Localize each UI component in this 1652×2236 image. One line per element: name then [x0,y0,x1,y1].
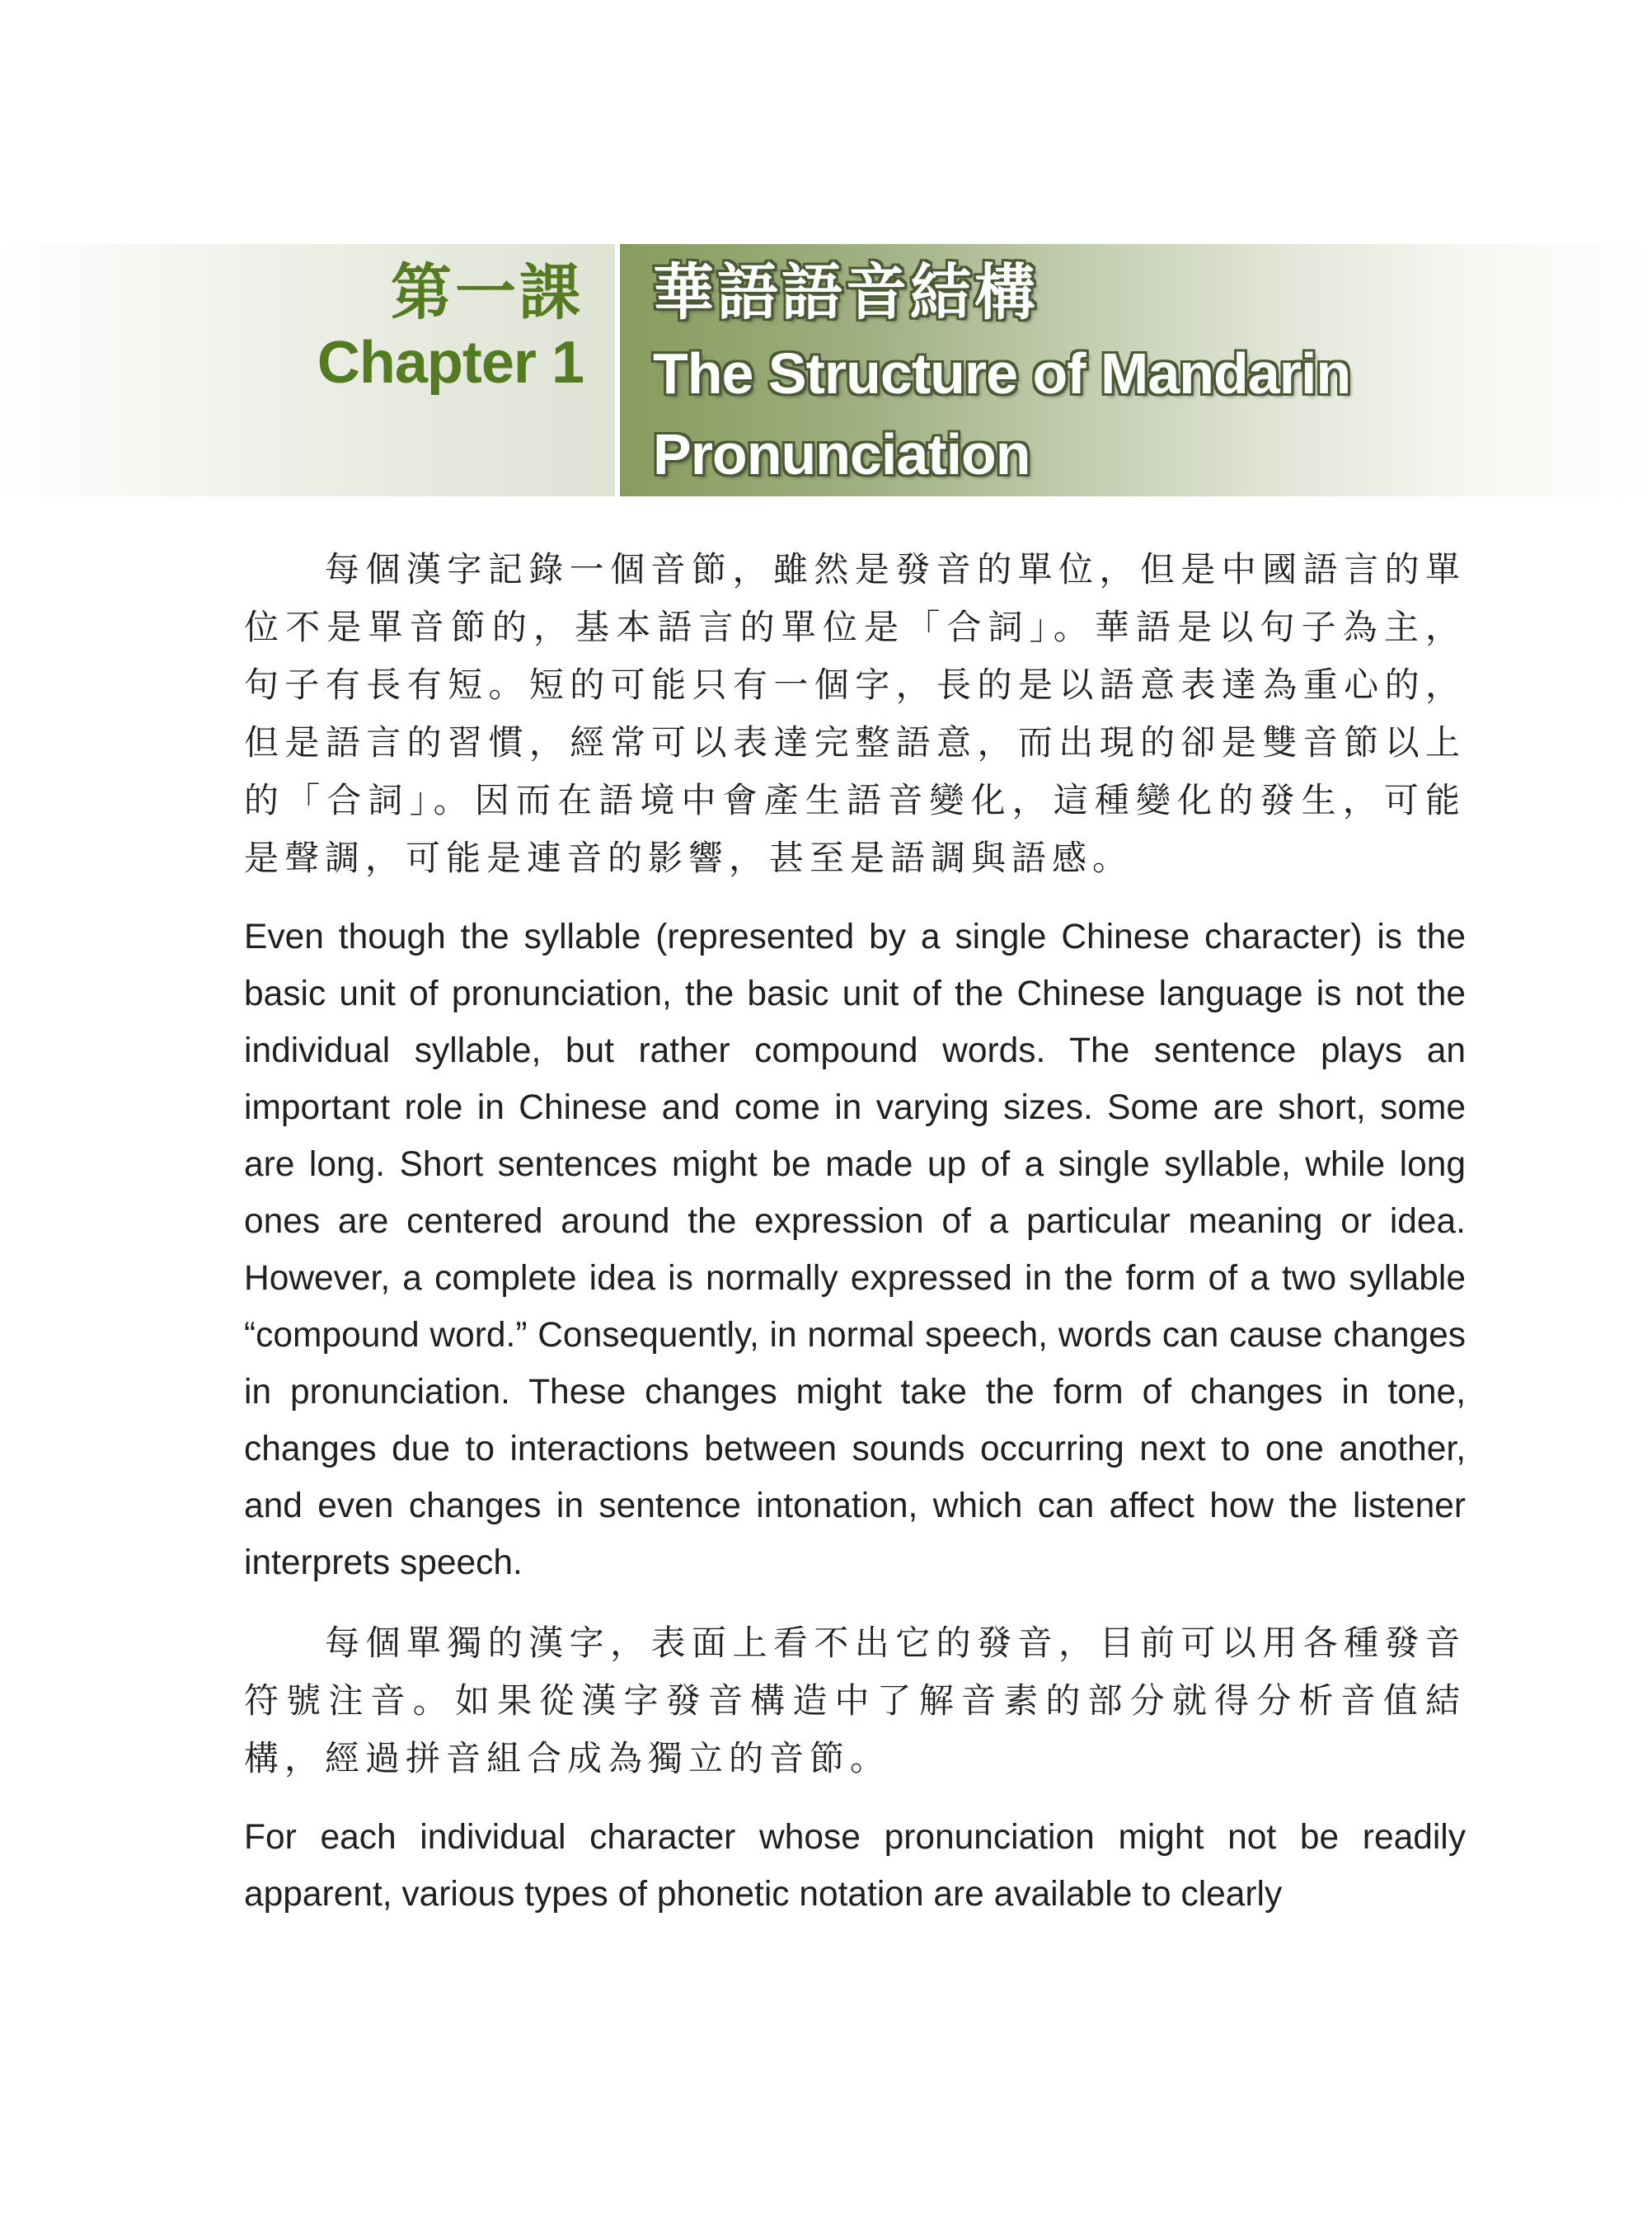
chapter-number-en: Chapter 1 [317,330,584,396]
paragraph-en-1: Even though the syllable (represented by a single Chinese character) is the basic unit of pronunciation, the basic unit of the Chinese language is not the individual syllable, but rather compound words. The sentence plays an important role in Chinese and come in varying sizes. Some are short, some are long. Short sentences might be made up of a single syllable, while long ones are centered around the expression of a particular meaning or idea. However, a complete idea is normally expressed in the form of a two syllable “compound word.” Consequently, in normal speech, words can cause changes in pronunciation. These changes might take the form of changes in tone, changes due to interactions between sounds occurring next to one another, and even changes in sentence intonation, which can affect how the listener interprets speech. [244,918,1466,1582]
chapter-label [317,257,584,396]
paragraph-cn-2: 每個單獨的漢字，表面上看不出它的發音，目前可以用各種發音符號注音。如果從漢字發音構造中了解音素的部分就得分析音值結構，經過拼音組合成為獨立的音節。 [244,1623,1466,1778]
paragraph-en-2: For each individual character whose pronunciation might not be readily apparent, various types of phonetic notation are available to clearly [244,1818,1466,1914]
chapter-title [653,257,1395,495]
chapter-banner [0,244,1652,496]
chapter-title-cn: 華語語音結構 [653,257,1039,328]
paragraph-cn-1: 每個漢字記錄一個音節，雖然是發音的單位，但是中國語言的單位不是單音節的，基本語言的單位是「合詞」。華語是以句子為主，句子有長有短。短的可能只有一個字，長的是以語意表達為重心的，但是語言的習慣，經常可以表達完整語意，而出現的卻是雙音節以上的「合詞」。因而在語境中會產生語音變化，這種變化的發生，可能是聲調，可能是連音的影響，甚至是語調與語感。 [244,549,1466,878]
banner-divider [615,244,620,496]
chapter-number-cn: 第一課 [391,257,584,328]
body-content [244,541,1466,1946]
chapter-title-en: The Structure of Mandarin Pronunciation [653,341,1351,486]
